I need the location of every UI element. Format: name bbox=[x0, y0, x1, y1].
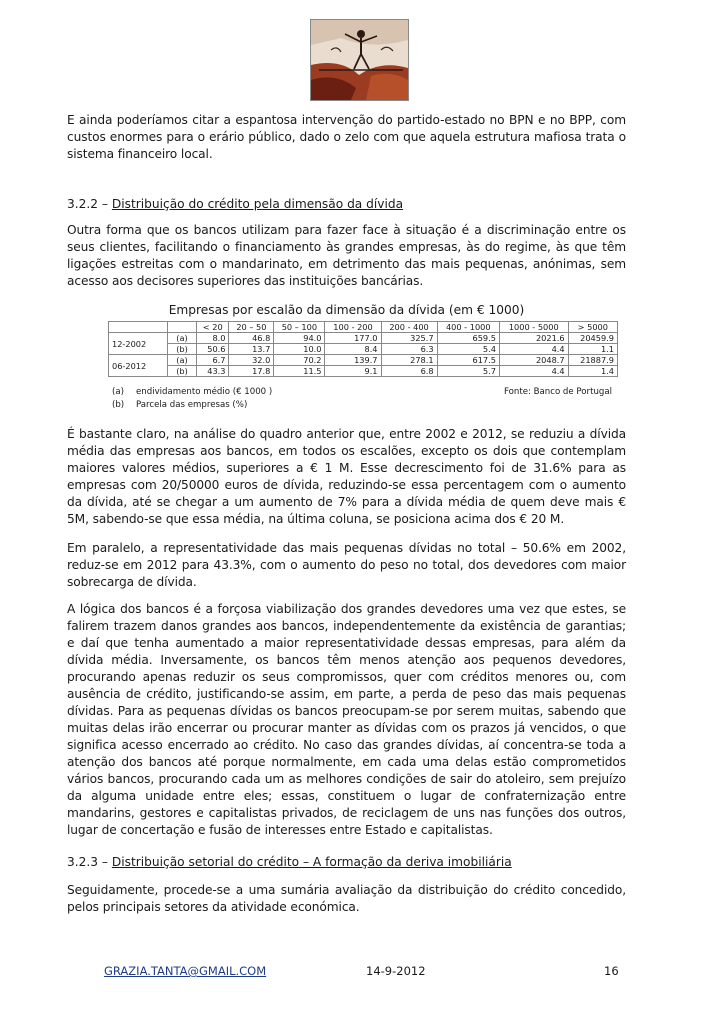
table-cell: 8.0 bbox=[197, 333, 229, 344]
row-label: (a) bbox=[168, 333, 197, 344]
table-cell: 177.0 bbox=[325, 333, 381, 344]
section-heading-323 bbox=[67, 854, 626, 871]
paragraph-representativity: Em paralelo, a representatividade das mais pequenas dívidas no total – 50.6% em 2002, reduz-se em 2012 para 43.3%, com o aumento do peso no total, dos devedores com maior sobrecarga de dívida. bbox=[67, 541, 626, 589]
column-header: 1000 - 5000 bbox=[499, 322, 568, 333]
table-cell: 2021.6 bbox=[499, 333, 568, 344]
table-cell: 5.4 bbox=[437, 344, 499, 355]
table-cell: 43.3 bbox=[197, 366, 229, 377]
table-cell: 13.7 bbox=[229, 344, 274, 355]
row-label: (a) bbox=[168, 355, 197, 366]
table-cell: 4.4 bbox=[499, 344, 568, 355]
row-label: (b) bbox=[168, 366, 197, 377]
column-header: > 5000 bbox=[568, 322, 617, 333]
table-row bbox=[109, 333, 618, 344]
intro-paragraph: E ainda poderíamos citar a espantosa intervenção do partido-estado no BPN e no BPP, com custos enormes para o erário público, dado o zelo com que aquela estrutura mafiosa trata o sistema financeiro local. bbox=[67, 113, 626, 161]
table-cell: 325.7 bbox=[381, 333, 437, 344]
tightrope-walker-image bbox=[311, 20, 408, 100]
column-header: 400 - 1000 bbox=[437, 322, 499, 333]
table-cell: 6.7 bbox=[197, 355, 229, 366]
table-cell: 4.4 bbox=[499, 366, 568, 377]
table-cell: 50.6 bbox=[197, 344, 229, 355]
table-cell: 659.5 bbox=[437, 333, 499, 344]
table-cell: 9.1 bbox=[325, 366, 381, 377]
footer-date: 14-9-2012 bbox=[366, 964, 426, 978]
column-header: 50 – 100 bbox=[274, 322, 325, 333]
table-cell: 617.5 bbox=[437, 355, 499, 366]
period-cell: 06-2012 bbox=[109, 355, 168, 377]
paragraph-analysis: É bastante claro, na análise do quadro anterior que, entre 2002 e 2012, se reduziu a dívida média das empresas aos bancos, em todos os escalões, excepto os dois que contemplam maiores valores médios, superiores a € 1 M. Esse decrescimento foi de 31.6% para as empresas com 20/50000 euros de dívida, reduzindo-se essa percentagem com o aumento da dívida, até se chegar a um aumento de 7% para a dívida média de quem deve mais € 5M, sabendo-se que essa média, na última coluna, se posiciona acima dos € 20 M. bbox=[67, 427, 626, 526]
table-cell: 1.4 bbox=[568, 366, 617, 377]
table-cell: 17.8 bbox=[229, 366, 274, 377]
table-cell: 278.1 bbox=[381, 355, 437, 366]
paragraph-bank-logic: A lógica dos bancos é a forçosa viabilização dos grandes devedores uma vez que estes, se falirem trazem danos grandes aos bancos, independentemente da existência de garantias; e daí que tenha aumentado a maior representatividade dessas empresas, para além da dívida média. Inversamente, os bancos têm menos atenção aos pequenos devedores, procurando apenas reduzir os seus compromissos, quer com créditos menores ou, com ausência de crédito, justificando-se assim, em parte, a perda de peso das mais pequenas dívidas. Para as pequenas dívidas os bancos preocupam-se por serem muitas, sabendo que muitas delas irão encerrar ou procurar manter as dívidas com os prazos já vencidos, o que significa acesso encerrado ao crédito. No caso das grandes dívidas, aí concentra-se toda a atenção dos bancos até porque normalmente, em cada uma delas estão comprometidos vários bancos, procurando cada um as melhores condições de sair do atoleiro, sem prejuízo da alguma unidade entre eles; essas, constituem o lugar de confraternização entre mandarins, gestores e capitalistas privados, de reciclagem de uns nas funções dos outros, lugar de concertação e fusão de interesses entre Estado e capitalistas. bbox=[67, 602, 626, 837]
paragraph-sectoral: Seguidamente, procede-se a uma sumária avaliação da distribuição do crédito concedido, pelos principais setores da atividade económica. bbox=[67, 883, 626, 914]
row-label: (b) bbox=[168, 344, 197, 355]
footer-email-link[interactable]: GRAZIA.TANTA@GMAIL.COM bbox=[104, 964, 267, 978]
table-cell: 139.7 bbox=[325, 355, 381, 366]
table-cell: 32.0 bbox=[229, 355, 274, 366]
table-cell: 6.3 bbox=[381, 344, 437, 355]
heading-number: 3.2.3 – bbox=[67, 855, 112, 869]
column-header: 100 - 200 bbox=[325, 322, 381, 333]
column-header: 20 – 50 bbox=[229, 322, 274, 333]
table-title: Empresas por escalão da dimensão da dívida (em € 1000) bbox=[168, 303, 525, 317]
column-header: < 20 bbox=[197, 322, 229, 333]
table-cell: 10.0 bbox=[274, 344, 325, 355]
table-cell: 11.5 bbox=[274, 366, 325, 377]
note-a: (a) endividamento médio (€ 1000 ) bbox=[112, 387, 273, 397]
column-header: 200 - 400 bbox=[381, 322, 437, 333]
header-illustration bbox=[310, 19, 409, 101]
table-cell: 21887.9 bbox=[568, 355, 617, 366]
paragraph-discrimination: Outra forma que os bancos utilizam para fazer face à situação é a discriminação entre os seus clientes, facilitando o financiamento às grandes empresas, às do regime, às que têm ligações estreitas com o mandarinato, em detrimento das mais pequenas, anónimas, sem acesso aos decisores superiores das instituições bancárias. bbox=[67, 223, 626, 288]
period-cell: 12-2002 bbox=[109, 333, 168, 355]
table-cell: 1.1 bbox=[568, 344, 617, 355]
note-b: (b) Parcela das empresas (%) bbox=[112, 400, 248, 410]
heading-number: 3.2.2 – bbox=[67, 197, 112, 211]
table-row bbox=[109, 355, 618, 366]
heading-title: Distribuição setorial do crédito – A formação da deriva imobiliária bbox=[111, 855, 512, 869]
table-cell: 8.4 bbox=[325, 344, 381, 355]
table-source: Fonte: Banco de Portugal bbox=[503, 387, 612, 397]
table-cell: 5.7 bbox=[437, 366, 499, 377]
table-header-row bbox=[109, 322, 618, 333]
debt-table bbox=[108, 321, 618, 377]
table-row bbox=[109, 344, 618, 355]
section-heading-322 bbox=[67, 196, 626, 213]
table-cell: 70.2 bbox=[274, 355, 325, 366]
heading-title: Distribuição do crédito pela dimensão da dívida bbox=[111, 197, 404, 211]
table-cell: 6.8 bbox=[381, 366, 437, 377]
footer-page-number: 16 bbox=[604, 964, 619, 978]
table-notes bbox=[112, 386, 612, 412]
table-cell: 46.8 bbox=[229, 333, 274, 344]
table-cell: 20459.9 bbox=[568, 333, 617, 344]
table-cell: 2048.7 bbox=[499, 355, 568, 366]
table-cell: 94.0 bbox=[274, 333, 325, 344]
table-row bbox=[109, 366, 618, 377]
